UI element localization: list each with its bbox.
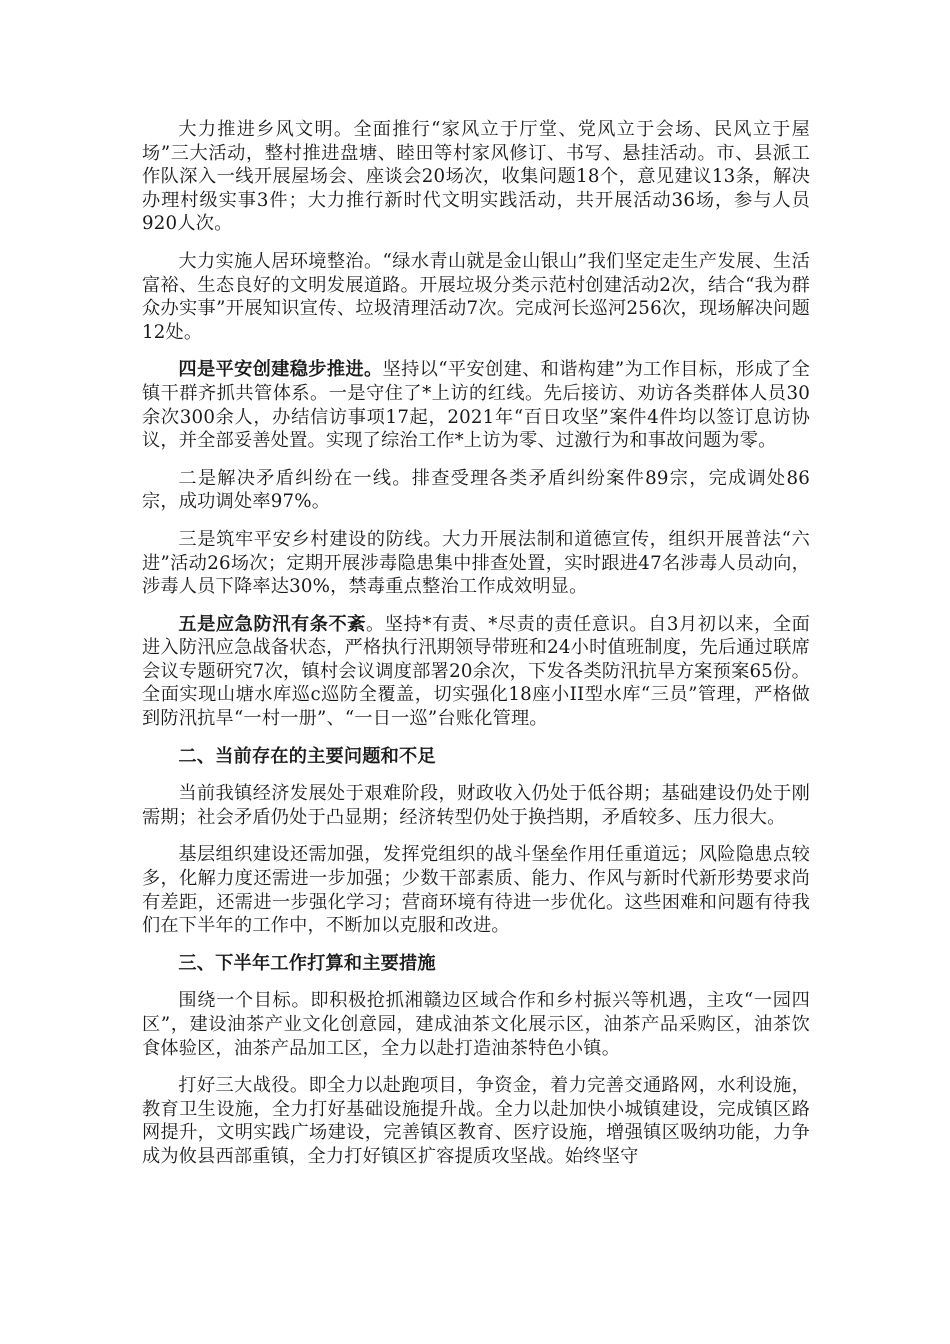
paragraph-grassroots: 基层组织建设还需加强，发挥党组织的战斗堡垒作用任重道远；风险隐患点较多，化解力度还需进一步加强；少数干部素质、能力、作风与新时代新形势要求尚有差距，还需进一步强化学习；营商环境有待进一步优化。这些困难和问题有待我们在下半年的工作中，不断加以克服和改进。 bbox=[142, 844, 810, 937]
paragraph-lead: 五是应急防汛有条不紊 bbox=[178, 613, 367, 635]
paragraph-safety-creation bbox=[142, 358, 810, 452]
paragraph-flood-control bbox=[142, 613, 810, 731]
document-page bbox=[142, 118, 810, 1183]
paragraph-living-environment: 大力实施人居环境整治。“绿水青山就是金山银山”我们坚定走生产发展、生活富裕、生态良好的文明发展道路。开展垃圾分类示范村创建活动2次，结合“我为群众办实事”开展知识宣传、垃圾清理活动7次。完成河长巡河256次，现场解决问题12处。 bbox=[142, 250, 810, 343]
paragraph-body: 坚持以“平安创建、和谐构建”为工作目标，形成了全镇干群齐抓共管体系。一是守住了*上访的红线。先后接访、劝访各类群体人员30余次300余人，办结信访事项17起，2021年“百日攻坚”案件4件均以签订息访协议，并全部妥善处置。实现了综治工作*上访为零、过激行为和事故问题为零。 bbox=[142, 359, 811, 452]
paragraph-body: 。坚持*有责、*尽责的责任意识。自3月初以来，全面进入防汛应急战备状态，严格执行汛期领导带班和24小时值班制度，先后通过联席会议专题研究7次，镇村会议调度部署20余次，下发各类防汛抗旱方案预案65份。全面实现山塘水库巡c巡防全覆盖，切实强化18座小II型水库“三员”管理，严格做到防汛抗旱“一村一册”、“一日一巡”台账化管理。 bbox=[142, 613, 810, 730]
paragraph-economy: 当前我镇经济发展处于艰难阶段，财政收入仍处于低谷期；基础建设仍处于刚需期；社会矛盾仍处于凸显期；经济转型仍处于换挡期，矛盾较多、压力很大。 bbox=[142, 783, 810, 828]
paragraph-dispute-resolution: 二是解决矛盾纠纷在一线。排查受理各类矛盾纠纷案件89宗，完成调处86宗，成功调处率97%。 bbox=[142, 467, 810, 513]
paragraph-one-goal: 围绕一个目标。即积极抢抓湘赣边区域合作和乡村振兴等机遇，主攻“一园四区”，建设油茶产业文化创意园，建成油茶文化展示区，油茶产品采购区，油茶饮食体验区，油茶产品加工区，全力以赴打造油茶特色小镇。 bbox=[142, 990, 810, 1059]
paragraph-safe-village: 三是筑牢平安乡村建设的防线。大力开展法制和道德宣传，组织开展普法“六进”活动26场次；定期开展涉毒隐患集中排查处置，实时跟进47名涉毒人员动向，涉毒人员下降率达30%，禁毒重点整治工作成效明显。 bbox=[142, 528, 810, 598]
paragraph-lead: 四是平安创建稳步推进。 bbox=[178, 359, 383, 381]
paragraph-three-battles: 打好三大战役。即全力以赴跑项目，争资金，着力完善交通路网，水利设施，教育卫生设施，全力打好基础设施提升战。全力以赴加快小城镇建设，完成镇区路网提升，文明实践广场建设，完善镇区教育、医疗设施，增强镇区吸纳功能，力争成为攸县西部重镇，全力打好镇区扩容提质攻坚战。始终坚守 bbox=[142, 1075, 810, 1167]
section-heading-plans: 三、下半年工作打算和主要措施 bbox=[178, 952, 436, 974]
section-heading-problems: 二、当前存在的主要问题和不足 bbox=[178, 745, 436, 767]
paragraph-rural-civilization: 大力推进乡风文明。全面推行“家风立于厅堂、党风立于会场、民风立于屋场”三大活动，整村推进盘塘、睦田等村家风修订、书写、悬挂活动。市、县派工作队深入一线开展屋场会、座谈会20场次，收集问题18个，意见建议13条，解决办理村级实事3件；大力推行新时代文明实践活动，共开展活动36场，参与人员920人次。 bbox=[142, 119, 810, 235]
